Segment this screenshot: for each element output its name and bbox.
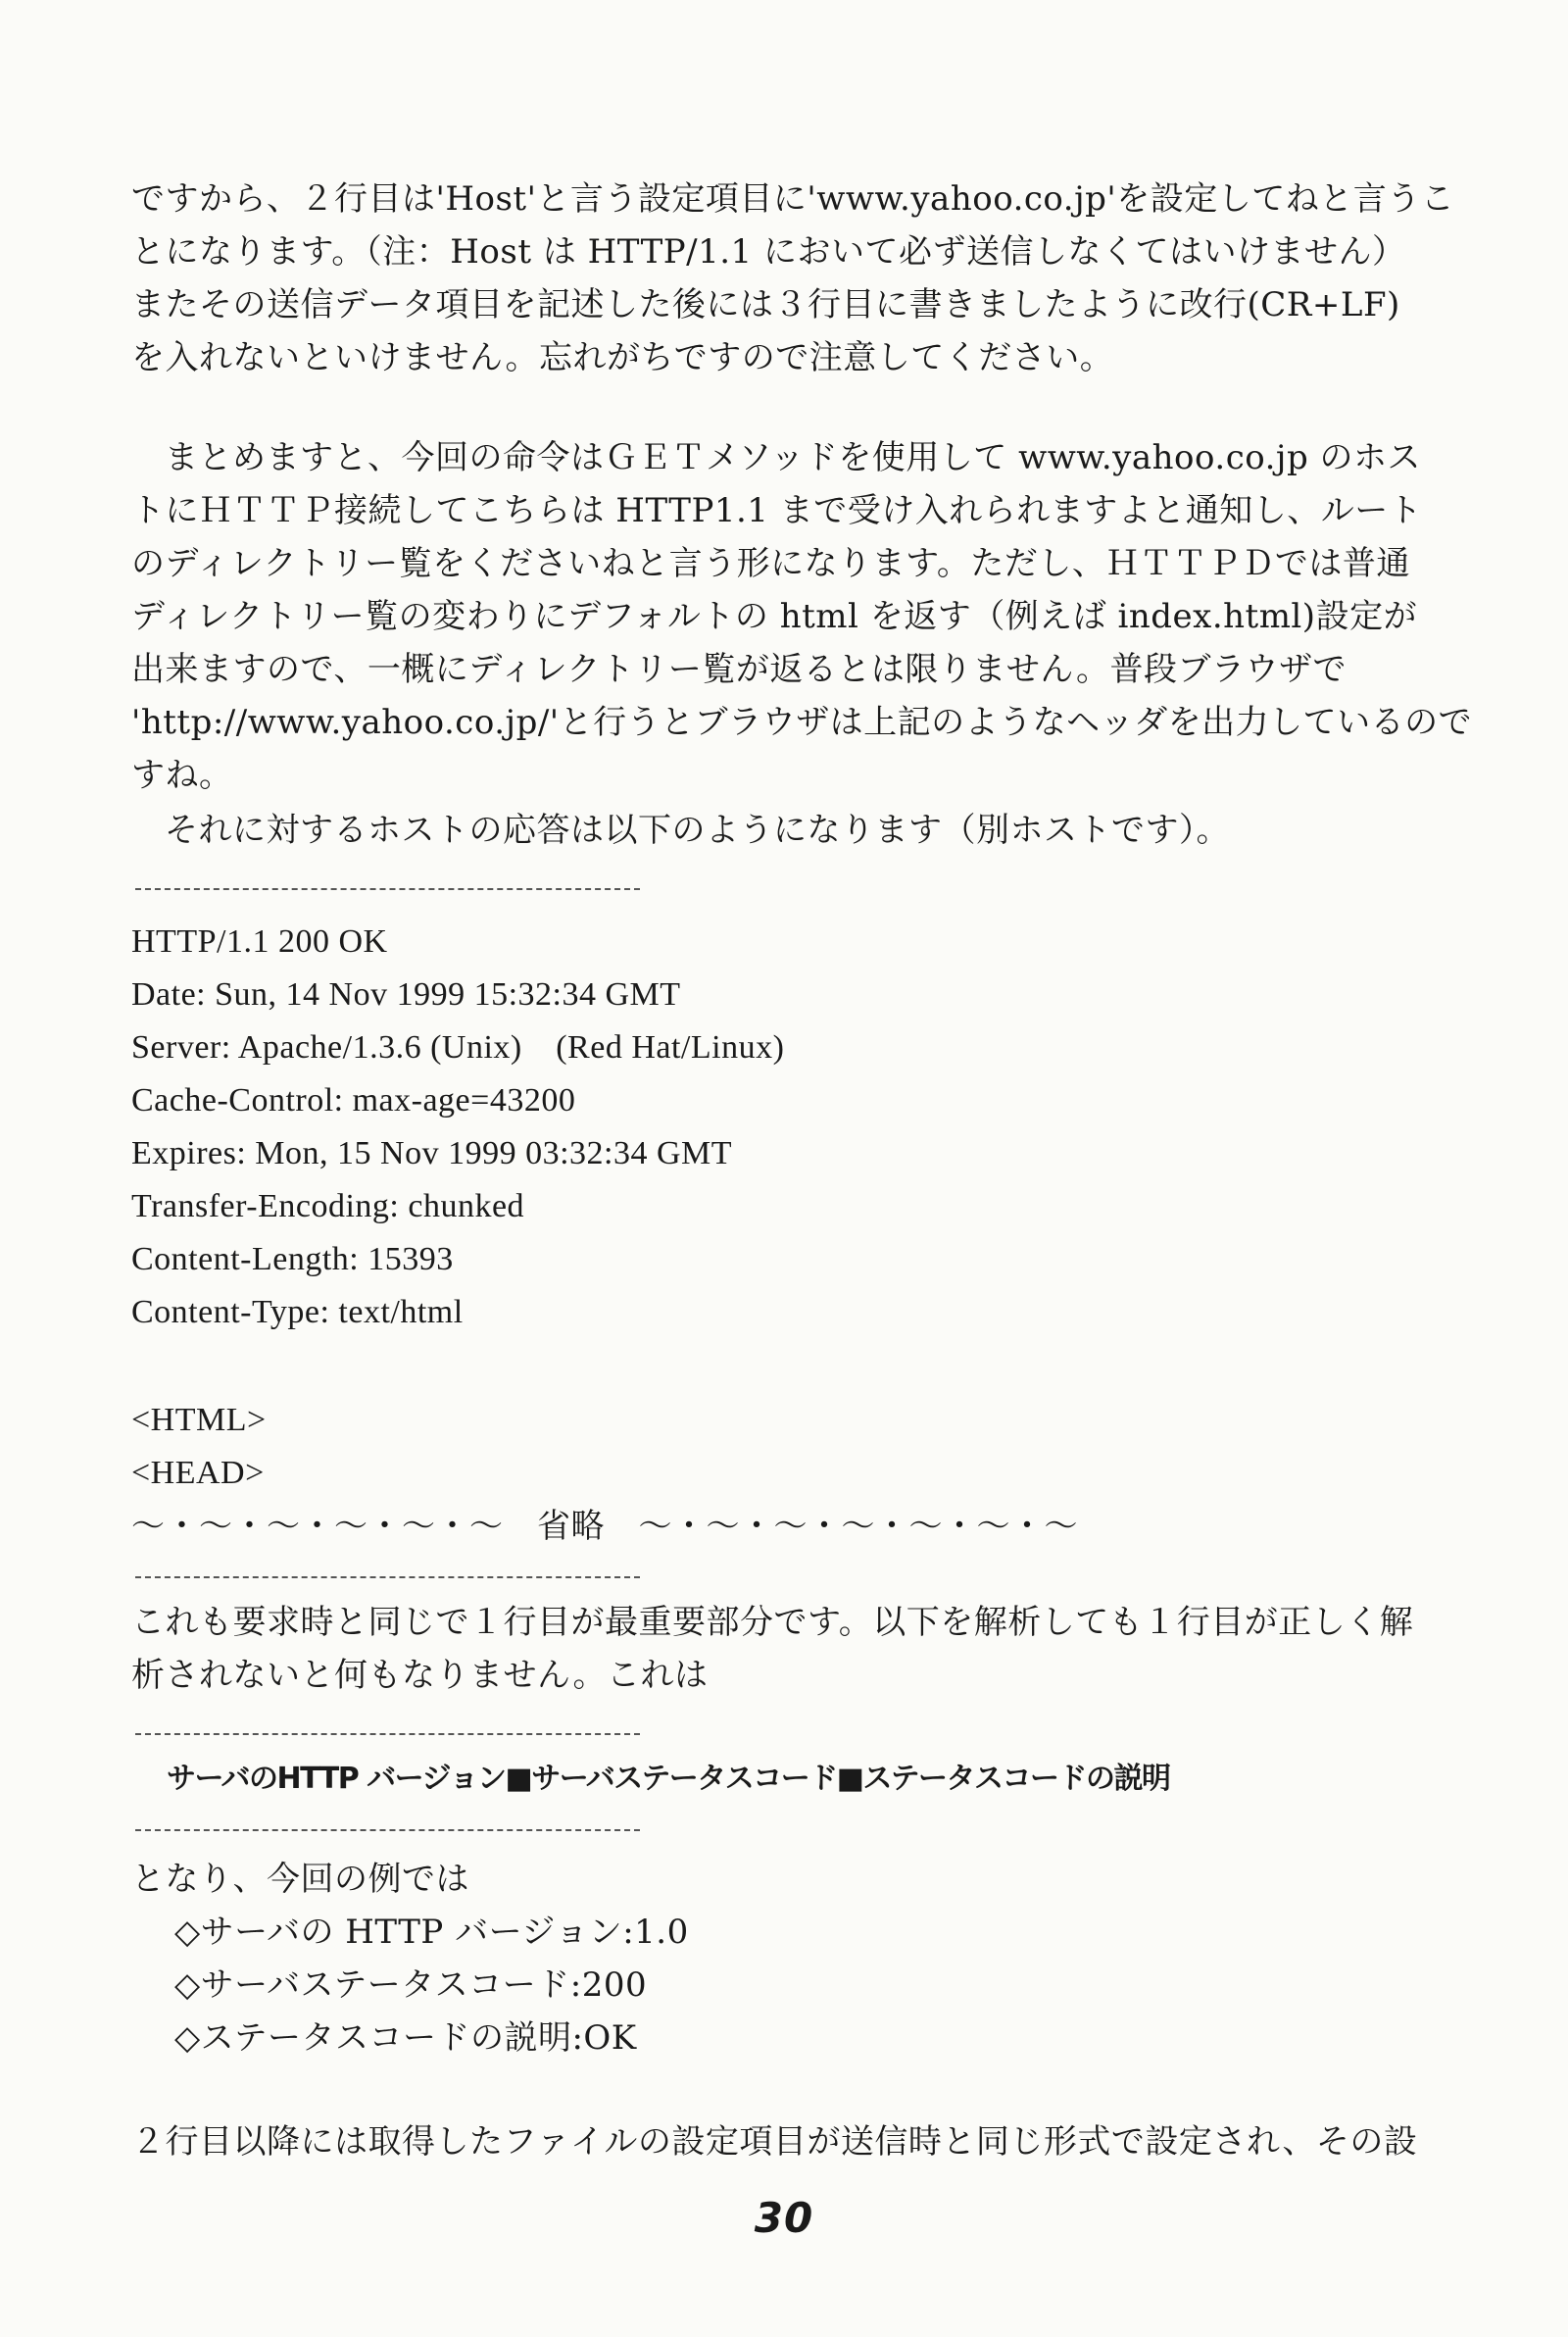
response-line: Content-Length: 15393 [131,1241,454,1277]
dashed-divider [135,1829,640,1831]
list-item: ◇ステータスコードの説明:OK [174,2018,637,2058]
page-number: 30 [754,2194,814,2242]
paragraph-line: すね。 [131,756,233,795]
paragraph-line: これも要求時と同じで１行目が最重要部分です。以下を解析しても１行目が正しく解 [131,1603,1414,1642]
dashed-divider [135,1733,640,1735]
omitted-line: ～・～・～・～・～・～ 省略 ～・～・～・～・～・～・～ [131,1507,1078,1546]
html-line: <HEAD> [131,1455,265,1491]
response-line: Transfer-Encoding: chunked [131,1188,525,1224]
dashed-divider [135,1576,640,1578]
response-line: Content-Type: text/html [131,1294,464,1330]
response-line: Server: Apache/1.3.6 (Unix) (Red Hat/Linux) [131,1029,785,1066]
response-format-line: サーバのHTTP バージョン■サーバステータスコード■ステータスコードの説明 [167,1762,1170,1796]
paragraph-line: 出来ますので、一概にディレクトリー覧が返るとは限りません。普段ブラウザで [131,650,1347,689]
list-item: ◇サーバの HTTP バージョン:1.0 [174,1913,689,1952]
paragraph-line: となり、今回の例では [131,1860,469,1899]
html-line: <HTML> [131,1402,267,1438]
paragraph-line: 'http://www.yahoo.co.jp/'と行うとブラウザは上記のようなヘッダを出力しているので [131,703,1473,742]
paragraph-line: トにＨＴＴＰ接続してこちらは HTTP1.1 まで受け入れられますよと通知し、ルート [131,491,1423,530]
response-line: HTTP/1.1 200 OK [131,923,388,960]
response-line: Date: Sun, 14 Nov 1999 15:32:34 GMT [131,976,681,1013]
paragraph-line: とになります。（注：Host は HTTP/1.1 において必ず送信しなくてはいけません） [131,232,1406,272]
response-line: Cache-Control: max-age=43200 [131,1082,576,1119]
list-item: ◇サーバステータスコード:200 [174,1965,648,2005]
paragraph-line: を入れないといけません。忘れがちですので注意してください。 [131,338,1114,377]
response-line: Expires: Mon, 15 Nov 1999 03:32:34 GMT [131,1135,733,1171]
paragraph-line: ２行目以降には取得したファイルの設定項目が送信時と同じ形式で設定され、その設 [131,2122,1418,2162]
paragraph-line: ですから、２行目は'Host'と言う設定項目に'www.yahoo.co.jp'を設定してねと言うこ [131,179,1455,219]
paragraph-line: それに対するホストの応答は以下のようになります（別ホストです）。 [165,811,1230,850]
paragraph-line: 析されないと何もなりません。これは [131,1656,709,1695]
paragraph-line: のディレクトリー覧をくださいねと言う形になります。ただし、ＨＴＴＰＤでは普通 [131,544,1410,583]
paragraph-line: ディレクトリー覧の変わりにデフォルトの html を返す（例えば index.html)設定が [131,597,1418,636]
paragraph-line: またその送信データ項目を記述した後には３行目に書きましたように改行(CR+LF) [131,285,1400,324]
paragraph-line: まとめますと、今回の命令はＧＥＴメソッドを使用して www.yahoo.co.jp のホス [165,438,1422,477]
dashed-divider [135,888,640,890]
